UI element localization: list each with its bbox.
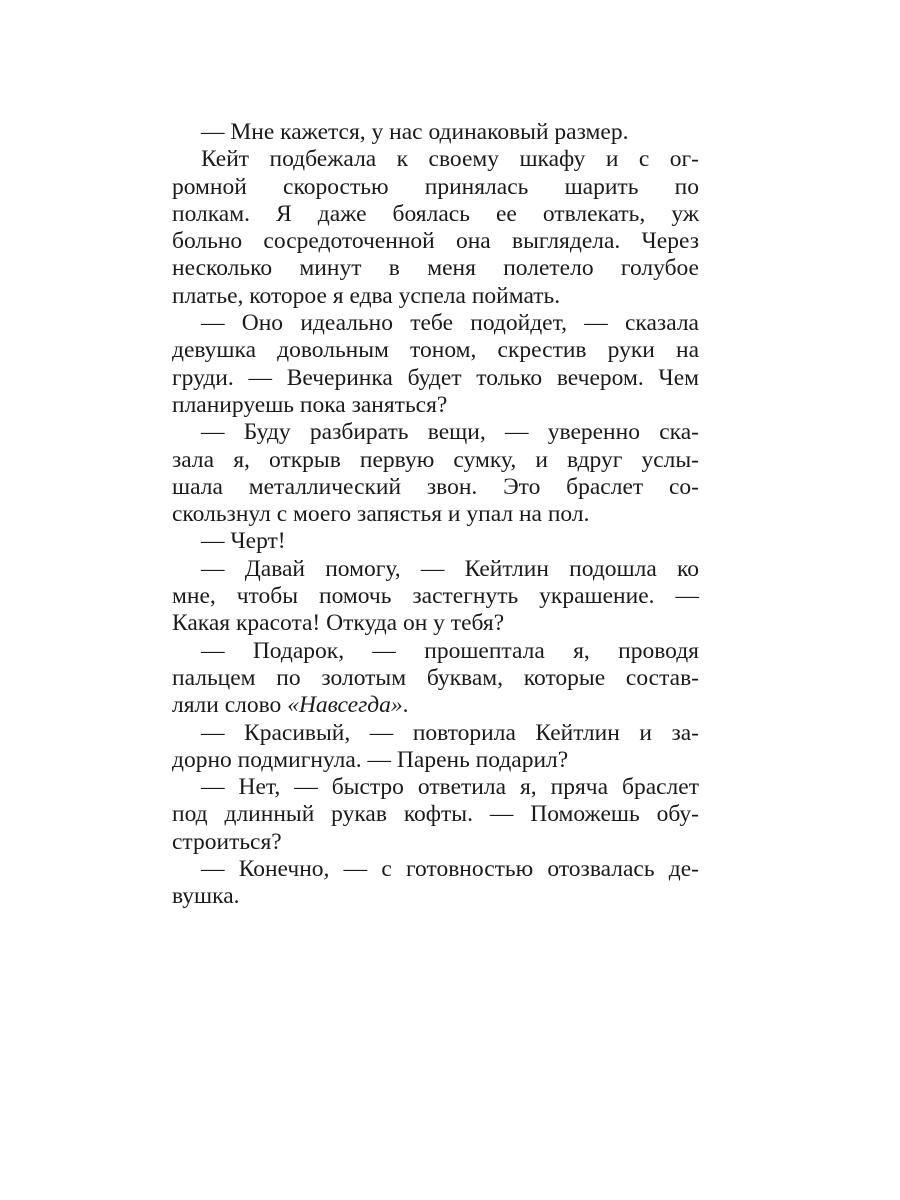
paragraph-3-line-4: планируешь пока заняться? <box>172 391 448 418</box>
italic-word-navsegda: «Навсегда» <box>287 692 403 719</box>
paragraph-2-line-3: полкам. Я даже боялась ее отвлекать, уж <box>172 200 699 227</box>
paragraph-2-line-6: платье, которое я едва успела поймать. <box>172 282 561 309</box>
paragraph-8-line-1: — Красивый, — повторила Кейтлин и за- <box>201 719 699 746</box>
paragraph-9-line-3: строиться? <box>172 828 282 855</box>
paragraph-6-line-1: — Давай помогу, — Кейтлин подошла ко <box>201 555 699 582</box>
paragraph-1-line-1: — Мне кажется, у нас одинаковый размер. <box>201 119 629 145</box>
paragraph-7-line-2: пальцем по золотым буквам, которые состав- <box>172 664 699 691</box>
paragraph-4-line-3: шала металлический звон. Это браслет со- <box>172 473 699 500</box>
paragraph-6-line-2: мне, чтобы помочь застегнуть украшение. — <box>172 583 699 610</box>
paragraph-9-line-1: — Нет, — быстро ответила я, пряча браслет <box>201 774 699 801</box>
paragraph-10-line-1: — Конечно, — с готовностью отозвалась де- <box>201 856 699 883</box>
paragraph-3-line-1: — Оно идеально тебе подойдет, — сказала <box>201 310 699 337</box>
paragraph-4-line-2: зала я, открыв первую сумку, и вдруг услы- <box>172 446 699 473</box>
paragraph-7-line-3-prefix: ляли слово <box>172 692 288 719</box>
paragraph-9-line-2: под длинный рукав кофты. — Поможешь обу- <box>172 801 699 828</box>
paragraph-8-line-2: дорно подмигнула. — Парень подарил? <box>172 746 569 773</box>
paragraph-2-line-1: Кейт подбежала к своему шкафу и с ог- <box>201 146 699 173</box>
paragraph-3-line-2: девушка довольным тоном, скрестив руки на <box>172 337 699 364</box>
paragraph-7-line-3 <box>172 692 699 719</box>
paragraph-5-line-1: — Черт! <box>201 528 286 555</box>
page-body-text <box>172 119 699 911</box>
paragraph-4-line-1: — Буду разбирать вещи, — уверенно ска- <box>201 419 699 446</box>
paragraph-2-line-4: больно сосредоточенной она выглядела. Через <box>172 228 699 255</box>
paragraph-6-line-3: Какая красота! Откуда он у тебя? <box>172 610 505 637</box>
paragraph-10-line-2: вушка. <box>172 883 240 910</box>
paragraph-7-line-1: — Подарок, — прошептала я, проводя <box>201 637 699 664</box>
paragraph-3-line-3: груди. — Вечеринка будет только вечером. Чем <box>172 364 699 391</box>
paragraph-7-line-3-suffix: . <box>402 692 409 719</box>
paragraph-4-line-4: скользнул с моего запястья и упал на пол. <box>172 501 590 528</box>
paragraph-2-line-5: несколько минут в меня полетело голубое <box>172 255 699 282</box>
paragraph-2-line-2: ромной скоростью принялась шарить по <box>172 173 699 200</box>
